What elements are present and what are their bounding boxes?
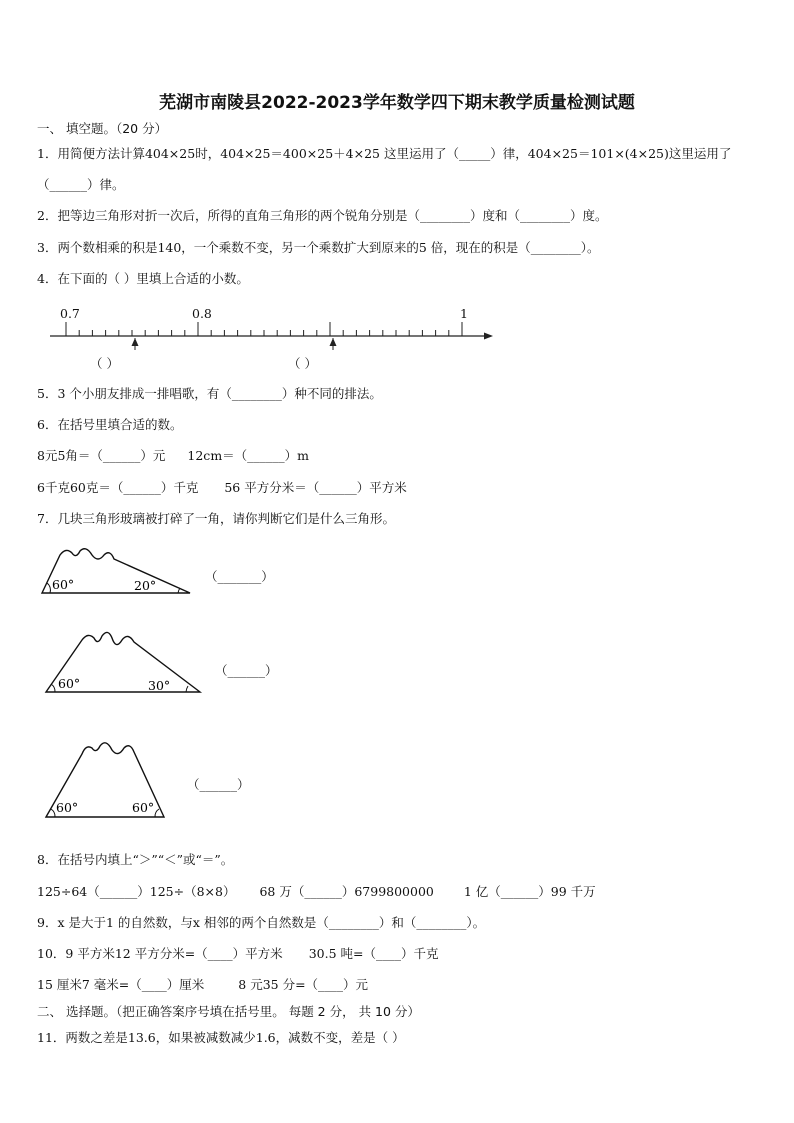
- question-6-row-2: [37, 480, 407, 496]
- triangle-2-answer-blank: （______）: [215, 663, 278, 678]
- triangle-1-angle-a: 60°: [52, 577, 75, 592]
- question-10-row-1: [37, 946, 438, 962]
- question-1-line-2: （______）律。: [37, 177, 125, 192]
- question-10-b: 30.5 吨=（____）千克: [308, 946, 439, 961]
- question-6-row-1: [37, 448, 309, 464]
- question-8: 8．在括号内填上“＞”“＜”或“＝”。: [37, 852, 234, 867]
- question-1-line-1: 1．用简便方法计算404×25时，404×25＝400×25＋4×25 这里运用了（_____）律，404×25＝101×(4×25)这里运用了: [37, 146, 732, 161]
- triangle-3-angle-b: 60°: [132, 800, 155, 815]
- triangle-1-answer-blank: （_______）: [205, 569, 274, 584]
- question-10-d: 8 元35 分=（____）元: [238, 977, 369, 992]
- question-5: 5．3 个小朋友排成一排唱歌，有（________）种不同的排法。: [37, 386, 382, 401]
- number-line-answer-blank-2: （ ）: [288, 356, 317, 371]
- question-6-sqm: 56 平方分米＝（______）平方米: [224, 480, 407, 495]
- question-6-kg: 6千克60克＝（______）千克: [37, 480, 199, 495]
- triangle-1-angle-b: 20°: [134, 578, 157, 593]
- triangle-3-answer-blank: （______）: [187, 777, 250, 792]
- triangle-2-angle-b: 30°: [148, 678, 171, 693]
- question-6: 6．在括号里填合适的数。: [37, 417, 183, 432]
- number-line-label-0-8: 0.8: [192, 306, 212, 321]
- question-6-yuan: 8元5角＝（______）元: [37, 448, 166, 463]
- section-2-heading: 二、 选择题。（把正确答案序号填在括号里。 每题 2 分， 共 10 分）: [37, 1004, 420, 1019]
- question-10-c: 15 厘米7 毫米=（____）厘米: [37, 977, 205, 992]
- question-11: 11．两数之差是13.6，如果被减数减少1.6，减数不变，差是（ ）: [37, 1030, 405, 1045]
- question-6-cm: 12cm＝（______）m: [187, 448, 310, 463]
- number-line-label-0-7: 0.7: [60, 306, 80, 321]
- triangle-3-angle-a: 60°: [56, 800, 79, 815]
- question-2: 2．把等边三角形对折一次后，所得的直角三角形的两个锐角分别是（________）度和（________）度。: [37, 208, 608, 223]
- page-title: 芜湖市南陵县2022-2023学年数学四下期末教学质量检测试题: [159, 93, 635, 113]
- question-4: 4．在下面的（ ）里填上合适的小数。: [37, 271, 249, 286]
- broken-triangle-2: [44, 628, 244, 698]
- question-8-a: 125÷64（______）125÷（8×8）: [37, 884, 236, 899]
- question-8-b: 68 万（______）6799800000: [259, 884, 434, 899]
- number-line-label-1: 1: [460, 306, 468, 321]
- question-10-a: 10．9 平方米12 平方分米=（____）平方米: [37, 946, 283, 961]
- broken-triangle-3: [44, 740, 184, 820]
- question-8-c: 1 亿（______）99 千万: [463, 884, 596, 899]
- triangle-2-angle-a: 60°: [58, 676, 81, 691]
- question-3: 3．两个数相乘的积是140，一个乘数不变，另一个乘数扩大到原来的5 倍，现在的积是（________）。: [37, 240, 600, 255]
- number-line-answer-blank-1: （ ）: [90, 356, 119, 371]
- question-9: 9．x 是大于1 的自然数，与x 相邻的两个自然数是（________）和（________）。: [37, 915, 486, 930]
- number-line-graphic: [0, 318, 794, 378]
- question-8-row: [37, 884, 596, 900]
- section-1-heading: 一、 填空题。（20 分）: [37, 121, 168, 136]
- question-7: 7．几块三角形玻璃被打碎了一角，请你判断它们是什么三角形。: [37, 511, 395, 526]
- question-10-row-2: [37, 977, 368, 993]
